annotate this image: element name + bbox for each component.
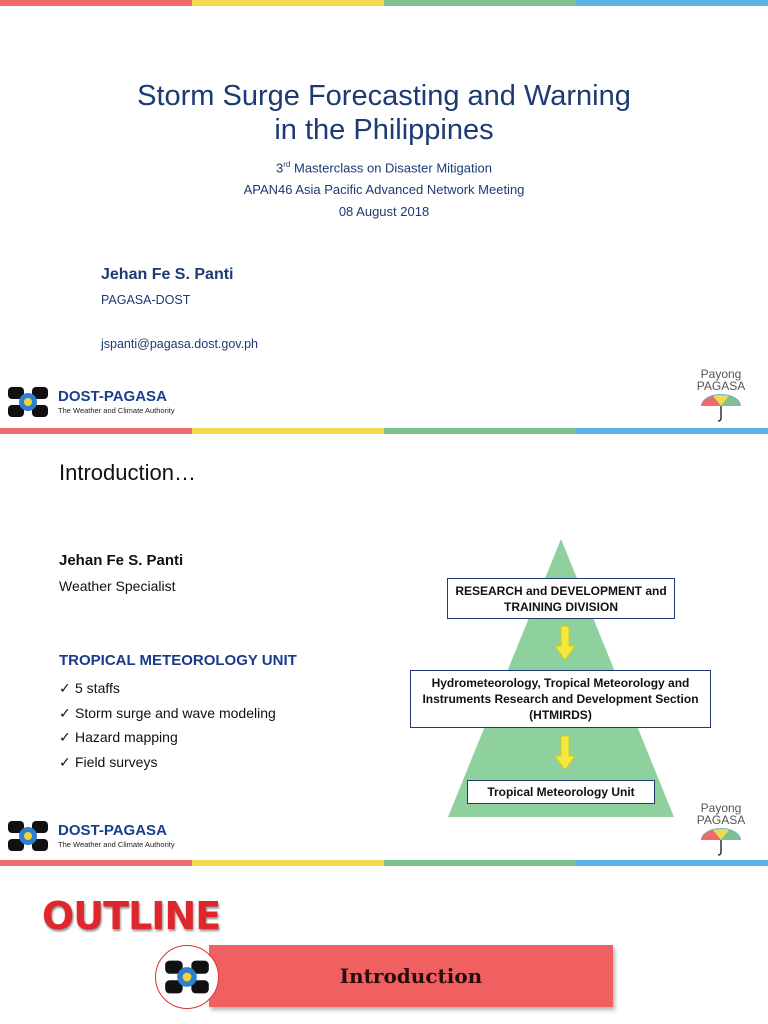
- outline-item-label: Introduction: [339, 964, 483, 988]
- checkmark-icon: ✓: [59, 729, 71, 745]
- payong-line-1: Payong: [700, 367, 742, 381]
- title-line-1: Storm Surge Forecasting and Warning: [137, 80, 631, 112]
- outline-logo-circle: [155, 945, 219, 1009]
- org-box-unit: Tropical Meteorology Unit: [467, 780, 655, 804]
- payong-line-2: PAGASA: [696, 813, 746, 827]
- dost-pagasa-logo: [6, 819, 175, 853]
- masterclass-line: [0, 160, 768, 175]
- author-name: Jehan Fe S. Panti: [101, 266, 234, 283]
- masterclass-ordinal: 3: [276, 160, 284, 176]
- speaker-role: Weather Specialist: [59, 578, 176, 594]
- title-line-2: in the Philippines: [274, 114, 494, 146]
- checkmark-icon: ✓: [59, 680, 71, 696]
- date-line: 08 August 2018: [338, 204, 430, 219]
- umbrella-icon: [699, 392, 743, 422]
- logo-tagline: The Weather and Climate Authority: [58, 840, 175, 849]
- masterclass-ordinal-suffix: rd: [283, 160, 291, 169]
- payong-line-2: PAGASA: [696, 379, 746, 393]
- pagasa-emblem-icon: [6, 819, 50, 853]
- logo-brand: DOST-PAGASA: [58, 822, 167, 839]
- logo-brand: DOST-PAGASA: [58, 388, 167, 405]
- presentation-title: [0, 79, 768, 147]
- list-item: ✓ Storm surge and wave modeling: [59, 704, 276, 721]
- unit-heading: TROPICAL METEOROLOGY UNIT: [59, 652, 297, 669]
- list-item: ✓ Field surveys: [59, 753, 158, 770]
- payong-pagasa-logo: [681, 802, 761, 861]
- slide-introduction: [0, 434, 768, 866]
- list-item: ✓ 5 staffs: [59, 680, 120, 696]
- meeting-line: APAN46 Asia Pacific Advanced Network Meeting: [243, 182, 525, 197]
- payong-pagasa-logo: [681, 368, 761, 427]
- slide-outline: [0, 866, 768, 1024]
- down-arrow-icon: [555, 736, 575, 770]
- down-arrow-icon: [555, 626, 575, 660]
- logo-tagline: The Weather and Climate Authority: [58, 406, 175, 415]
- checkmark-icon: ✓: [59, 704, 71, 721]
- color-stripe-top: [0, 0, 768, 6]
- pagasa-emblem-icon: [6, 385, 50, 419]
- speaker-name: Jehan Fe S. Panti: [59, 552, 184, 569]
- list-item: ✓ Hazard mapping: [59, 729, 178, 745]
- slide-title: [0, 0, 768, 434]
- checkmark-icon: ✓: [59, 753, 71, 770]
- author-email: jspanti@pagasa.dost.gov.ph: [101, 337, 259, 351]
- org-box-section: Hydrometeorology, Tropical Meteorology and Instruments Research and Development Section (HTMIRDS): [410, 670, 711, 728]
- dost-pagasa-logo: [6, 385, 175, 419]
- author-organization: PAGASA-DOST: [101, 293, 191, 307]
- outline-heading: OUTLINE: [42, 894, 221, 938]
- org-box-division: RESEARCH and DEVELOPMENT and TRAINING DIVISION: [447, 578, 675, 619]
- masterclass-text: Masterclass on Disaster Mitigation: [290, 160, 492, 176]
- umbrella-icon: [699, 826, 743, 856]
- pagasa-emblem-icon: [163, 957, 211, 997]
- payong-line-1: Payong: [700, 801, 742, 815]
- unit-checklist: [59, 678, 276, 776]
- slide-heading: Introduction…: [59, 460, 196, 485]
